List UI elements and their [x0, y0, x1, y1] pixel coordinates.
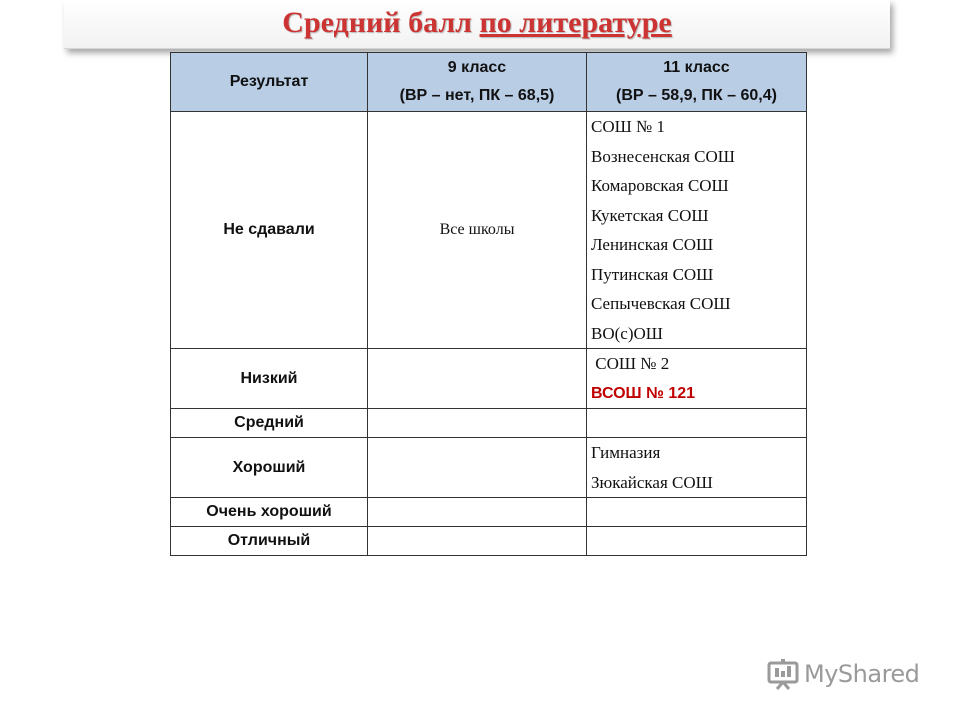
- row-category: Низкий: [171, 349, 368, 409]
- row-grade-11: [587, 498, 807, 527]
- school-item: Вознесенская СОШ: [591, 146, 735, 166]
- row-grade-9: [368, 409, 587, 438]
- row-grade-9: [368, 527, 587, 556]
- row-category: Не сдавали: [171, 112, 368, 349]
- row-category: Отличный: [171, 527, 368, 556]
- header-grade-11: [587, 53, 807, 112]
- header-grade-11-sub: (ВР – 58,9, ПК – 60,4): [616, 87, 777, 104]
- row-grade-11: [587, 409, 807, 438]
- title-part-1: Средний балл: [282, 6, 480, 39]
- table-row: [171, 498, 807, 527]
- header-grade-9: [368, 53, 587, 112]
- header-grade-9-sub: (ВР – нет, ПК – 68,5): [399, 87, 555, 104]
- school-item: Гимназия: [591, 443, 661, 462]
- header-grade-9-title: 9 класс: [447, 59, 507, 76]
- school-item: Ленинская СОШ: [591, 235, 714, 254]
- logo-text: MyShared: [804, 660, 920, 688]
- title-part-2: по литературе: [479, 6, 672, 39]
- row-grade-11: [587, 527, 807, 556]
- row-grade-9: [368, 438, 587, 498]
- school-item: СОШ № 1: [591, 117, 665, 136]
- table-row: [171, 112, 807, 349]
- table-row: [171, 409, 807, 438]
- row-category: Средний: [171, 409, 368, 438]
- row-category: Очень хороший: [171, 498, 368, 527]
- row-grade-11: [587, 438, 807, 498]
- row-grade-9: [368, 498, 587, 527]
- school-item: ВО(с)ОШ: [591, 323, 663, 343]
- row-grade-9: Все школы: [368, 112, 587, 349]
- school-item: Комаровская СОШ: [591, 176, 729, 195]
- header-row: [171, 53, 807, 112]
- row-grade-9: [368, 349, 587, 409]
- school-item-highlight: ВСОШ № 121: [591, 384, 696, 402]
- school-item: Зюкайская СОШ: [591, 472, 713, 492]
- presentation-board-icon: [766, 657, 800, 691]
- school-item: СОШ № 2: [591, 354, 670, 373]
- page-title: [282, 6, 671, 40]
- results-table: [170, 52, 807, 556]
- row-grade-11: [587, 112, 807, 349]
- table-row: [171, 438, 807, 498]
- table-row: [171, 349, 807, 409]
- table-row: [171, 527, 807, 556]
- row-category: Хороший: [171, 438, 368, 498]
- title-banner: [64, 0, 890, 49]
- header-result: Результат: [171, 53, 368, 112]
- myshared-logo[interactable]: [766, 656, 919, 692]
- school-item: Путинская СОШ: [591, 264, 714, 284]
- header-grade-11-title: 11 класс: [663, 59, 730, 76]
- school-item: Сепычевская СОШ: [591, 294, 731, 313]
- row-grade-11: [587, 349, 807, 409]
- school-item: Кукетская СОШ: [591, 205, 709, 225]
